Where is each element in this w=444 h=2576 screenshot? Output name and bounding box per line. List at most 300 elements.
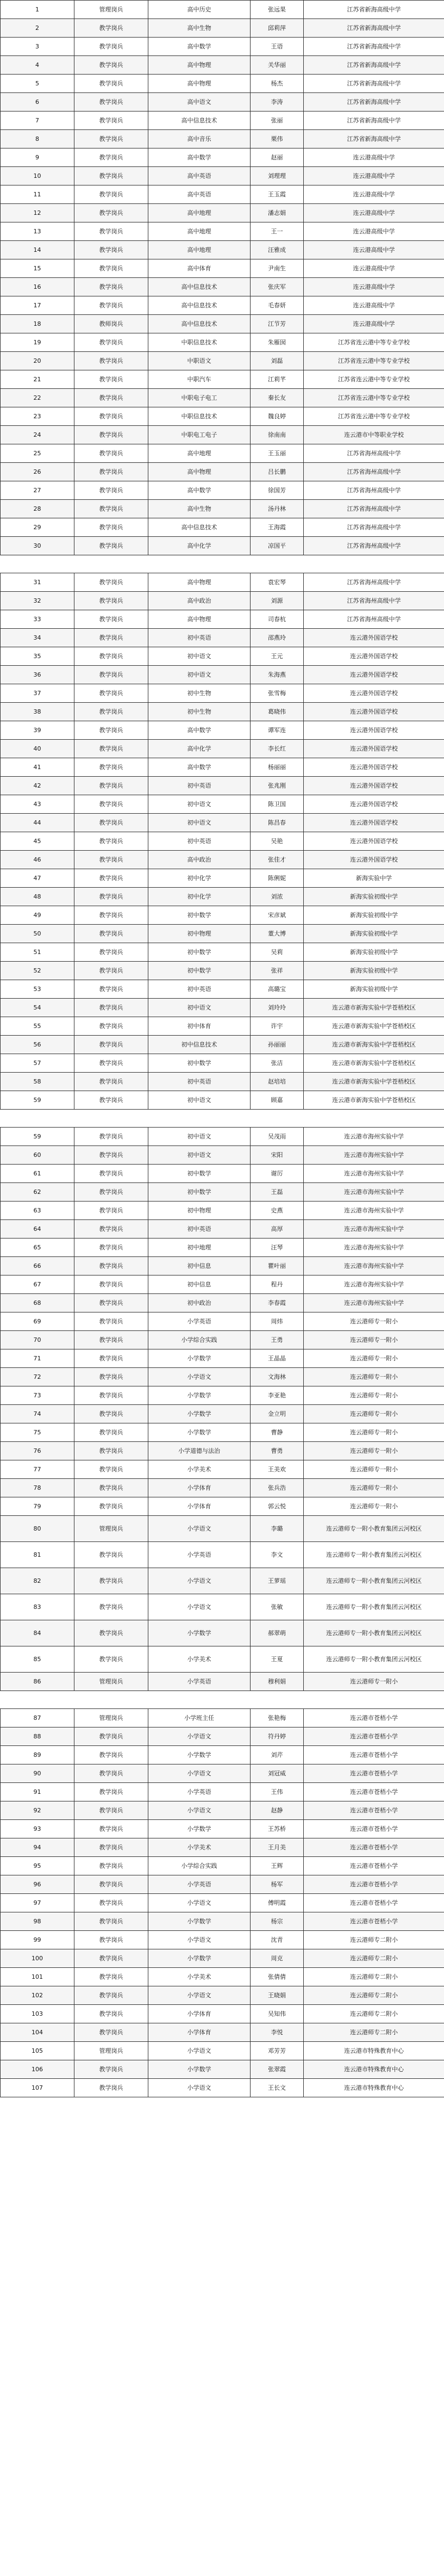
table-cell-post-type: 教学岗兵 bbox=[74, 352, 148, 370]
table-cell-post-type: 教学岗兵 bbox=[74, 185, 148, 204]
table-cell-teacher-name: 邵燕玲 bbox=[251, 629, 304, 647]
table-cell-subject: 高中语文 bbox=[148, 93, 251, 112]
table-cell-post-type: 教学岗兵 bbox=[74, 112, 148, 130]
table-cell-subject: 小学英语 bbox=[148, 1312, 251, 1331]
table-cell-school: 连云港外国语学校 bbox=[304, 814, 444, 832]
table-cell-post-type: 教学岗兵 bbox=[74, 500, 148, 518]
table-cell-teacher-name: 王勇 bbox=[251, 1331, 304, 1349]
table-cell-post-type: 教学岗兵 bbox=[74, 204, 148, 222]
table-cell-teacher-name: 张洁 bbox=[251, 1054, 304, 1073]
table-cell-subject: 初中英语 bbox=[148, 629, 251, 647]
table-cell-subject: 小学美术 bbox=[148, 1968, 251, 1986]
table-cell-subject: 高中信息技术 bbox=[148, 112, 251, 130]
table-row bbox=[1, 1331, 444, 1349]
table-cell-row-number: 73 bbox=[1, 1386, 74, 1405]
table-cell-school: 新海实验初级中学 bbox=[304, 943, 444, 962]
table-cell-school: 江苏省海州高级中学 bbox=[304, 592, 444, 610]
table-cell-subject: 小学体育 bbox=[148, 2023, 251, 2042]
table-cell-post-type: 教学岗兵 bbox=[74, 370, 148, 389]
table-cell-school: 连云港师专一附小 bbox=[304, 1312, 444, 1331]
table-cell-school: 江苏省海州高级中学 bbox=[304, 444, 444, 463]
table-cell-school: 江苏省连云港中等专业学校 bbox=[304, 407, 444, 426]
table-cell-school: 连云港市海州实验中学 bbox=[304, 1275, 444, 1294]
table-cell-school: 连云港市新海实验中学苍梧校区 bbox=[304, 999, 444, 1017]
table-cell-row-number: 97 bbox=[1, 1894, 74, 1912]
table-cell-subject: 初中语文 bbox=[148, 795, 251, 814]
table-cell-subject: 中职电工电子 bbox=[148, 426, 251, 444]
table-cell-row-number: 102 bbox=[1, 1986, 74, 2005]
table-cell-post-type: 教学岗兵 bbox=[74, 1202, 148, 1220]
table-cell-school: 江苏省海州高级中学 bbox=[304, 610, 444, 629]
table-cell-row-number: 14 bbox=[1, 241, 74, 259]
table-cell-subject: 初中语文 bbox=[148, 1091, 251, 1110]
table-cell-row-number: 68 bbox=[1, 1294, 74, 1312]
table-row bbox=[1, 943, 444, 962]
table-row bbox=[1, 130, 444, 148]
table-cell-teacher-name: 司春杭 bbox=[251, 610, 304, 629]
table-cell-subject: 小学语文 bbox=[148, 1368, 251, 1386]
table-cell-teacher-name: 张佳才 bbox=[251, 851, 304, 869]
table-cell-school: 连云港外国语学校 bbox=[304, 851, 444, 869]
table-cell-teacher-name: 江莉芊 bbox=[251, 370, 304, 389]
table-cell-subject: 小学班主任 bbox=[148, 1709, 251, 1727]
table-cell-subject: 高中数学 bbox=[148, 148, 251, 167]
table-row bbox=[1, 148, 444, 167]
table-row bbox=[1, 1, 444, 19]
table-cell-post-type: 教学岗兵 bbox=[74, 962, 148, 980]
table-row bbox=[1, 278, 444, 296]
table-cell-row-number: 99 bbox=[1, 1931, 74, 1949]
table-cell-teacher-name: 张兆刚 bbox=[251, 777, 304, 795]
table-cell-teacher-name: 李春霞 bbox=[251, 1294, 304, 1312]
table-cell-subject: 小学数学 bbox=[148, 1746, 251, 1764]
table-cell-school: 连云港市苍梧小学 bbox=[304, 1894, 444, 1912]
table-row bbox=[1, 185, 444, 204]
table-cell-subject: 高中地理 bbox=[148, 204, 251, 222]
table-cell-post-type: 教学岗兵 bbox=[74, 2023, 148, 2042]
table-cell-post-type: 教学岗兵 bbox=[74, 1294, 148, 1312]
table-row bbox=[1, 592, 444, 610]
table-cell-post-type: 教学岗兵 bbox=[74, 1497, 148, 1516]
table-cell-subject: 高中信息技术 bbox=[148, 296, 251, 315]
table-row bbox=[1, 1294, 444, 1312]
table-cell-teacher-name: 王苏桥 bbox=[251, 1820, 304, 1838]
table-cell-teacher-name: 张翠霞 bbox=[251, 2060, 304, 2079]
table-cell-row-number: 71 bbox=[1, 1349, 74, 1368]
table-cell-subject: 高中物理 bbox=[148, 610, 251, 629]
table-row bbox=[1, 1568, 444, 1594]
table-row bbox=[1, 647, 444, 666]
table-cell-post-type: 管理岗兵 bbox=[74, 1673, 148, 1691]
table-cell-post-type: 教学岗兵 bbox=[74, 1054, 148, 1073]
table-cell-subject: 初中数学 bbox=[148, 1054, 251, 1073]
table-cell-teacher-name: 邓芳芳 bbox=[251, 2042, 304, 2060]
table-cell-subject: 高中物理 bbox=[148, 573, 251, 592]
table-cell-post-type: 教学岗兵 bbox=[74, 1312, 148, 1331]
table-cell-row-number: 33 bbox=[1, 610, 74, 629]
table-cell-subject: 中职电子电工 bbox=[148, 389, 251, 407]
table-cell-teacher-name: 刘理理 bbox=[251, 167, 304, 185]
table-cell-row-number: 42 bbox=[1, 777, 74, 795]
table-cell-subject: 初中语文 bbox=[148, 647, 251, 666]
table-cell-subject: 初中英语 bbox=[148, 980, 251, 999]
table-cell-post-type: 教学岗兵 bbox=[74, 38, 148, 56]
table-cell-subject: 小学语文 bbox=[148, 1516, 251, 1542]
table-cell-school: 连云港师专一附小 bbox=[304, 1368, 444, 1386]
table-cell-row-number: 25 bbox=[1, 444, 74, 463]
table-row bbox=[1, 352, 444, 370]
table-cell-post-type: 教学岗兵 bbox=[74, 980, 148, 999]
table-cell-school: 连云港市海州实验中学 bbox=[304, 1165, 444, 1183]
table-cell-teacher-name: 栗伟 bbox=[251, 130, 304, 148]
table-row bbox=[1, 426, 444, 444]
table-cell-subject: 初中英语 bbox=[148, 832, 251, 851]
table-cell-row-number: 41 bbox=[1, 758, 74, 777]
table-cell-subject: 初中信息 bbox=[148, 1257, 251, 1275]
table-cell-row-number: 56 bbox=[1, 1036, 74, 1054]
table-row bbox=[1, 1783, 444, 1801]
table-cell-teacher-name: 曹勇 bbox=[251, 1442, 304, 1460]
table-cell-school: 连云港师专二附小 bbox=[304, 1931, 444, 1949]
table-cell-school: 新海实验初级中学 bbox=[304, 888, 444, 906]
table-cell-teacher-name: 李璐 bbox=[251, 1516, 304, 1542]
table-cell-row-number: 104 bbox=[1, 2023, 74, 2042]
table-cell-row-number: 9 bbox=[1, 148, 74, 167]
table-cell-teacher-name: 王伟 bbox=[251, 1783, 304, 1801]
table-cell-post-type: 教学岗兵 bbox=[74, 999, 148, 1017]
table-row bbox=[1, 1646, 444, 1673]
table-cell-post-type: 教学岗兵 bbox=[74, 1386, 148, 1405]
table-cell-row-number: 89 bbox=[1, 1746, 74, 1764]
table-cell-subject: 小学美术 bbox=[148, 1646, 251, 1673]
table-cell-school: 连云港市特殊教育中心 bbox=[304, 2042, 444, 2060]
table-cell-subject: 高中信息技术 bbox=[148, 518, 251, 537]
roster-table bbox=[0, 573, 444, 1110]
table-cell-school: 连云港师专一附小教育集团云河校区 bbox=[304, 1620, 444, 1646]
table-cell-school: 连云港市苍梧小学 bbox=[304, 1857, 444, 1875]
table-cell-subject: 中职汽车 bbox=[148, 370, 251, 389]
table-cell-post-type: 教学岗兵 bbox=[74, 1801, 148, 1820]
table-cell-row-number: 60 bbox=[1, 1146, 74, 1165]
table-row bbox=[1, 610, 444, 629]
table-cell-teacher-name: 李文 bbox=[251, 1542, 304, 1568]
table-cell-post-type: 教学岗兵 bbox=[74, 832, 148, 851]
table-cell-school: 江苏省新海高级中学 bbox=[304, 93, 444, 112]
table-cell-subject: 小学数学 bbox=[148, 1620, 251, 1646]
table-cell-row-number: 5 bbox=[1, 75, 74, 93]
table-cell-teacher-name: 金立明 bbox=[251, 1405, 304, 1423]
table-cell-subject: 初中化学 bbox=[148, 869, 251, 888]
table-cell-teacher-name: 傅明霞 bbox=[251, 1894, 304, 1912]
table-cell-row-number: 17 bbox=[1, 296, 74, 315]
table-cell-row-number: 98 bbox=[1, 1912, 74, 1931]
table-cell-row-number: 78 bbox=[1, 1479, 74, 1497]
table-cell-school: 江苏省新海高级中学 bbox=[304, 56, 444, 75]
table-cell-teacher-name: 吴知伟 bbox=[251, 2005, 304, 2023]
table-cell-subject: 小学数学 bbox=[148, 1386, 251, 1405]
table-cell-subject: 小学英语 bbox=[148, 1542, 251, 1568]
table-row bbox=[1, 925, 444, 943]
table-cell-row-number: 40 bbox=[1, 740, 74, 758]
table-cell-row-number: 35 bbox=[1, 647, 74, 666]
table-cell-post-type: 管理岗兵 bbox=[74, 1516, 148, 1542]
table-row bbox=[1, 518, 444, 537]
table-cell-school: 江苏省新海高级中学 bbox=[304, 38, 444, 56]
table-cell-row-number: 103 bbox=[1, 2005, 74, 2023]
table-cell-school: 连云港高级中学 bbox=[304, 204, 444, 222]
table-cell-subject: 小学美术 bbox=[148, 1460, 251, 1479]
table-row bbox=[1, 814, 444, 832]
table-cell-post-type: 教学岗兵 bbox=[74, 333, 148, 352]
table-cell-teacher-name: 徐国芳 bbox=[251, 481, 304, 500]
table-cell-teacher-name: 葛晓伟 bbox=[251, 703, 304, 721]
table-cell-school: 连云港外国语学校 bbox=[304, 666, 444, 684]
table-cell-row-number: 8 bbox=[1, 130, 74, 148]
table-cell-teacher-name: 刘芹 bbox=[251, 1746, 304, 1764]
table-row bbox=[1, 1949, 444, 1968]
table-row bbox=[1, 666, 444, 684]
table-cell-subject: 中职语文 bbox=[148, 352, 251, 370]
table-cell-post-type: 教学岗兵 bbox=[74, 592, 148, 610]
table-row bbox=[1, 1479, 444, 1497]
table-cell-teacher-name: 吴茂雨 bbox=[251, 1128, 304, 1146]
table-cell-row-number: 83 bbox=[1, 1594, 74, 1620]
table-row bbox=[1, 777, 444, 795]
table-cell-school: 连云港高级中学 bbox=[304, 148, 444, 167]
table-row bbox=[1, 1764, 444, 1783]
table-cell-teacher-name: 王元 bbox=[251, 647, 304, 666]
table-cell-row-number: 44 bbox=[1, 814, 74, 832]
table-row bbox=[1, 1442, 444, 1460]
table-cell-post-type: 教学岗兵 bbox=[74, 1275, 148, 1294]
roster-table bbox=[0, 1127, 444, 1691]
table-cell-row-number: 82 bbox=[1, 1568, 74, 1594]
table-cell-post-type: 教学岗兵 bbox=[74, 2079, 148, 2097]
table-cell-subject: 高中物理 bbox=[148, 463, 251, 481]
table-cell-post-type: 教学岗兵 bbox=[74, 1568, 148, 1594]
table-cell-school: 江苏省连云港中等专业学校 bbox=[304, 333, 444, 352]
table-cell-school: 连云港市海州实验中学 bbox=[304, 1239, 444, 1257]
table-cell-post-type: 教学岗兵 bbox=[74, 1986, 148, 2005]
roster-table bbox=[0, 0, 444, 555]
table-cell-post-type: 教学岗兵 bbox=[74, 795, 148, 814]
table-cell-school: 江苏省海州高级中学 bbox=[304, 481, 444, 500]
table-cell-school: 连云港师专一附小 bbox=[304, 1442, 444, 1460]
table-row bbox=[1, 832, 444, 851]
table-cell-teacher-name: 王月美 bbox=[251, 1838, 304, 1857]
table-cell-subject: 高中政治 bbox=[148, 851, 251, 869]
table-cell-post-type: 教学岗兵 bbox=[74, 925, 148, 943]
table-cell-teacher-name: 郝翠萌 bbox=[251, 1620, 304, 1646]
table-cell-teacher-name: 谭军连 bbox=[251, 721, 304, 740]
table-cell-post-type: 教学岗兵 bbox=[74, 647, 148, 666]
table-cell-school: 连云港高级中学 bbox=[304, 185, 444, 204]
table-cell-post-type: 教学岗兵 bbox=[74, 1368, 148, 1386]
table-row bbox=[1, 259, 444, 278]
table-cell-post-type: 教学岗兵 bbox=[74, 1349, 148, 1368]
table-cell-school: 连云港高级中学 bbox=[304, 278, 444, 296]
table-cell-row-number: 95 bbox=[1, 1857, 74, 1875]
table-row bbox=[1, 758, 444, 777]
table-cell-school: 连云港师专一附小 bbox=[304, 1460, 444, 1479]
table-row bbox=[1, 1312, 444, 1331]
table-row bbox=[1, 370, 444, 389]
table-cell-teacher-name: 王长文 bbox=[251, 2079, 304, 2097]
table-cell-subject: 小学语文 bbox=[148, 1764, 251, 1783]
table-cell-subject: 初中语文 bbox=[148, 1146, 251, 1165]
table-cell-school: 连云港师专二附小 bbox=[304, 2005, 444, 2023]
table-cell-post-type: 教学岗兵 bbox=[74, 1594, 148, 1620]
table-cell-teacher-name: 赵培培 bbox=[251, 1073, 304, 1091]
table-row bbox=[1, 1405, 444, 1423]
table-cell-teacher-name: 高璐宝 bbox=[251, 980, 304, 999]
table-cell-subject: 小学语文 bbox=[148, 2042, 251, 2060]
table-cell-teacher-name: 汪雅成 bbox=[251, 241, 304, 259]
table-cell-row-number: 49 bbox=[1, 906, 74, 925]
table-row bbox=[1, 93, 444, 112]
table-cell-row-number: 92 bbox=[1, 1801, 74, 1820]
table-cell-teacher-name: 王晓娟 bbox=[251, 1986, 304, 2005]
table-cell-school: 新海实验初级中学 bbox=[304, 980, 444, 999]
table-cell-subject: 小学英语 bbox=[148, 1673, 251, 1691]
table-cell-teacher-name: 杨宗 bbox=[251, 1912, 304, 1931]
table-cell-school: 连云港市苍梧小学 bbox=[304, 1875, 444, 1894]
table-cell-row-number: 88 bbox=[1, 1727, 74, 1746]
table-block bbox=[0, 1127, 444, 1691]
table-cell-teacher-name: 宋阳 bbox=[251, 1146, 304, 1165]
table-cell-row-number: 75 bbox=[1, 1423, 74, 1442]
table-cell-subject: 小学语文 bbox=[148, 1568, 251, 1594]
table-row bbox=[1, 333, 444, 352]
table-cell-row-number: 48 bbox=[1, 888, 74, 906]
table-row bbox=[1, 389, 444, 407]
table-cell-school: 江苏省海州高级中学 bbox=[304, 500, 444, 518]
table-cell-subject: 初中生物 bbox=[148, 703, 251, 721]
table-cell-row-number: 30 bbox=[1, 537, 74, 555]
table-row bbox=[1, 1820, 444, 1838]
table-cell-row-number: 84 bbox=[1, 1620, 74, 1646]
table-row bbox=[1, 315, 444, 333]
table-row bbox=[1, 869, 444, 888]
table-row bbox=[1, 19, 444, 38]
table-cell-row-number: 50 bbox=[1, 925, 74, 943]
table-cell-subject: 高中政治 bbox=[148, 592, 251, 610]
table-row bbox=[1, 906, 444, 925]
table-cell-post-type: 教学岗兵 bbox=[74, 518, 148, 537]
table-cell-post-type: 教学岗兵 bbox=[74, 241, 148, 259]
table-row bbox=[1, 167, 444, 185]
table-cell-row-number: 31 bbox=[1, 573, 74, 592]
table-row bbox=[1, 1275, 444, 1294]
table-row bbox=[1, 1912, 444, 1931]
table-cell-post-type: 教学岗兵 bbox=[74, 1423, 148, 1442]
table-cell-subject: 高中化学 bbox=[148, 537, 251, 555]
table-cell-post-type: 教学岗兵 bbox=[74, 703, 148, 721]
table-cell-subject: 高中英语 bbox=[148, 185, 251, 204]
table-cell-school: 江苏省新海高级中学 bbox=[304, 130, 444, 148]
table-cell-subject: 高中数学 bbox=[148, 481, 251, 500]
table-cell-teacher-name: 张庆军 bbox=[251, 278, 304, 296]
table-cell-subject: 初中物理 bbox=[148, 1202, 251, 1220]
table-cell-school: 连云港外国语学校 bbox=[304, 647, 444, 666]
table-cell-post-type: 教学岗兵 bbox=[74, 1949, 148, 1968]
table-cell-post-type: 教学岗兵 bbox=[74, 389, 148, 407]
table-cell-teacher-name: 王一 bbox=[251, 222, 304, 241]
table-row bbox=[1, 2042, 444, 2060]
table-cell-school: 连云港外国语学校 bbox=[304, 684, 444, 703]
table-cell-row-number: 91 bbox=[1, 1783, 74, 1801]
table-cell-post-type: 教学岗兵 bbox=[74, 2005, 148, 2023]
table-cell-post-type: 教学岗兵 bbox=[74, 1331, 148, 1349]
table-cell-teacher-name: 王辉 bbox=[251, 1857, 304, 1875]
table-cell-post-type: 教学岗兵 bbox=[74, 1220, 148, 1239]
table-cell-school: 连云港市新海实验中学苍梧校区 bbox=[304, 1036, 444, 1054]
table-cell-school: 连云港师专一附小教育集团云河校区 bbox=[304, 1516, 444, 1542]
table-cell-row-number: 27 bbox=[1, 481, 74, 500]
table-block bbox=[0, 1708, 444, 2097]
table-cell-teacher-name: 宋彦斌 bbox=[251, 906, 304, 925]
table-cell-subject: 小学体育 bbox=[148, 1497, 251, 1516]
table-cell-teacher-name: 王语 bbox=[251, 38, 304, 56]
table-cell-subject: 初中地理 bbox=[148, 1239, 251, 1257]
table-cell-school: 连云港市苍梧小学 bbox=[304, 1912, 444, 1931]
table-cell-post-type: 教学岗兵 bbox=[74, 1257, 148, 1275]
table-cell-subject: 高中体育 bbox=[148, 259, 251, 278]
table-cell-teacher-name: 袁宏琴 bbox=[251, 573, 304, 592]
table-row bbox=[1, 1128, 444, 1146]
table-cell-subject: 小学美术 bbox=[148, 1838, 251, 1857]
table-row bbox=[1, 1054, 444, 1073]
table-cell-teacher-name: 刘冠威 bbox=[251, 1764, 304, 1783]
table-cell-post-type: 教学岗兵 bbox=[74, 851, 148, 869]
table-cell-post-type: 教学岗兵 bbox=[74, 1783, 148, 1801]
table-row bbox=[1, 1165, 444, 1183]
table-cell-school: 连云港外国语学校 bbox=[304, 832, 444, 851]
table-row bbox=[1, 1073, 444, 1091]
table-cell-teacher-name: 张倩倩 bbox=[251, 1968, 304, 1986]
table-cell-post-type: 教学岗兵 bbox=[74, 814, 148, 832]
table-cell-subject: 高中物理 bbox=[148, 75, 251, 93]
table-cell-school: 连云港市海州实验中学 bbox=[304, 1128, 444, 1146]
table-cell-post-type: 教学岗兵 bbox=[74, 1091, 148, 1110]
table-cell-row-number: 85 bbox=[1, 1646, 74, 1673]
table-cell-subject: 高中数学 bbox=[148, 758, 251, 777]
table-cell-subject: 初中语文 bbox=[148, 1128, 251, 1146]
table-cell-school: 连云港外国语学校 bbox=[304, 740, 444, 758]
table-cell-teacher-name: 瞿叶丽 bbox=[251, 1257, 304, 1275]
table-cell-teacher-name: 孙丽丽 bbox=[251, 1036, 304, 1054]
table-cell-row-number: 67 bbox=[1, 1275, 74, 1294]
table-cell-school: 连云港高级中学 bbox=[304, 167, 444, 185]
table-cell-subject: 小学语文 bbox=[148, 2079, 251, 2097]
table-cell-post-type: 教学岗兵 bbox=[74, 259, 148, 278]
table-row bbox=[1, 500, 444, 518]
table-cell-subject: 中职信息技术 bbox=[148, 407, 251, 426]
table-cell-subject: 初中体育 bbox=[148, 1017, 251, 1036]
table-cell-row-number: 80 bbox=[1, 1516, 74, 1542]
table-cell-school: 连云港高级中学 bbox=[304, 222, 444, 241]
table-cell-row-number: 21 bbox=[1, 370, 74, 389]
table-cell-row-number: 26 bbox=[1, 463, 74, 481]
table-cell-post-type: 教学岗兵 bbox=[74, 1764, 148, 1783]
table-row bbox=[1, 1516, 444, 1542]
table-cell-row-number: 15 bbox=[1, 259, 74, 278]
table-cell-school: 连云港市海州实验中学 bbox=[304, 1220, 444, 1239]
table-cell-row-number: 29 bbox=[1, 518, 74, 537]
table-cell-school: 连云港师专二附小 bbox=[304, 2023, 444, 2042]
table-cell-post-type: 教学岗兵 bbox=[74, 93, 148, 112]
table-row bbox=[1, 537, 444, 555]
